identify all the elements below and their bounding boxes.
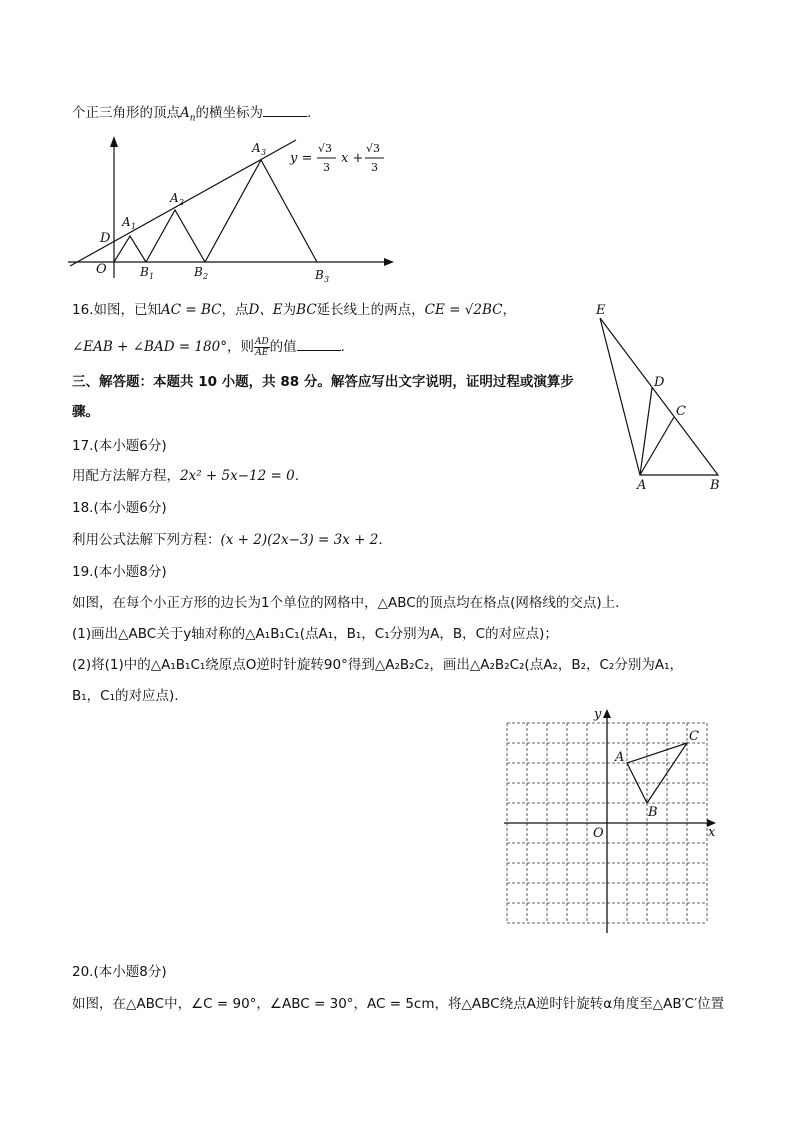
label-C: C <box>676 404 686 419</box>
q19-line-4: B₁，C₁的对应点). <box>72 688 179 704</box>
q19-head: 19.(本小题8分) <box>72 564 167 580</box>
segment-AD <box>640 388 652 475</box>
triangle-1 <box>114 236 146 262</box>
q19-line-1: 如图，在每个小正方形的边长为1个单位的网格中，△ABC的顶点均在格点(网格线的交点)上． <box>72 595 629 611</box>
segment-AC <box>640 417 674 475</box>
label-x: x <box>708 825 716 840</box>
label-A3: A <box>252 141 261 155</box>
figure-q15 <box>60 130 405 285</box>
q16-text: ，点 <box>221 302 249 318</box>
label-C: C <box>689 729 699 744</box>
answer-blank[interactable] <box>263 102 307 117</box>
q16-math: D、E <box>248 302 283 318</box>
q16-math: CE = √2BC <box>424 302 503 318</box>
label-O: O <box>593 826 604 841</box>
fraction-denominator: AE <box>255 347 269 358</box>
q17-body <box>72 466 299 486</box>
q15-end: . <box>307 105 312 121</box>
q15-tail-line <box>72 102 311 129</box>
section-3-heading-cont: 骤。 <box>72 404 99 420</box>
label-A1: A <box>122 215 131 229</box>
q16-end: . <box>340 339 345 355</box>
triangle-ABC <box>627 743 687 803</box>
q17-head: 17.(本小题6分) <box>72 438 167 454</box>
q16-text: 16.如图，已知 <box>72 302 161 318</box>
q16-math: AC = BC <box>160 302 222 318</box>
triangle-3 <box>205 160 317 262</box>
label-E: E <box>596 303 606 318</box>
fraction-numerator: AD <box>254 336 269 347</box>
label-B2: B <box>194 265 203 279</box>
label-A2-sub: 2 <box>179 198 185 207</box>
triangle-EAB <box>600 318 718 475</box>
eq-x: x + <box>341 151 364 166</box>
eq-sqrt3-a: √3 <box>318 142 333 155</box>
label-B2-sub: 2 <box>203 272 209 281</box>
q15-text-2: 的横坐标为 <box>195 105 264 121</box>
q18-body <box>72 530 383 550</box>
q18-head: 18.(本小题6分) <box>72 500 167 516</box>
label-B1: B <box>140 265 149 279</box>
eq-y: y = <box>290 151 313 166</box>
label-A1-sub: 1 <box>131 222 137 231</box>
label-B: B <box>648 805 658 820</box>
q17-end: . <box>294 468 299 484</box>
q18-end: . <box>378 532 383 548</box>
q16-text: ，则 <box>226 339 254 355</box>
eq-den-b: 3 <box>371 161 378 174</box>
q16-math: ∠EAB + ∠BAD = 180° <box>72 339 227 355</box>
label-y: y <box>594 707 602 722</box>
label-B1-sub: 1 <box>149 272 155 281</box>
label-D: D <box>100 231 111 246</box>
label-D: D <box>654 375 665 390</box>
label-A: A <box>615 750 625 765</box>
q20-line-1: 如图，在△ABC中，∠C = 90°，∠ABC = 30°，AC = 5cm，将△ABC绕点A逆时针旋转α角度至△AB′C′位置 <box>72 996 725 1012</box>
q19-line-2: (1)画出△ABC关于y轴对称的△A₁B₁C₁(点A₁，B₁，C₁分别为A，B，C的对应点)； <box>72 626 558 642</box>
q16-text: 的值 <box>269 339 297 355</box>
label-B3: B <box>315 268 324 282</box>
q16-text: 延长线上的两点， <box>316 302 425 318</box>
q16-line-1 <box>72 300 516 320</box>
y-axis-arrow <box>110 136 118 147</box>
q20-head: 20.(本小题8分) <box>72 964 167 980</box>
eq-den-a: 3 <box>323 161 330 174</box>
q19-line-3: (2)将(1)中的△A₁B₁C₁绕原点O逆时针旋转90°得到△A₂B₂C₂，画出△A₂B₂C₂(点A₂，B₂，C₂分别为A₁， <box>72 657 683 673</box>
q18-text: 利用公式法解下列方程： <box>72 532 221 548</box>
q18-equation: (x + 2)(2x−3) = 3x + 2 <box>220 532 379 548</box>
section-3-heading: 三、解答题：本题共 10 小题，共 88 分。解答应写出文字说明，证明过程或演算步 <box>72 374 574 390</box>
label-A: A <box>637 478 647 493</box>
q16-fraction <box>254 337 270 358</box>
q15-text: 个正三角形的顶点 <box>72 105 180 121</box>
q16-line-2 <box>72 336 345 358</box>
label-A3-sub: 3 <box>261 148 267 157</box>
label-B: B <box>710 478 720 493</box>
q16-text: 为 <box>282 302 297 318</box>
q16-math: BC <box>296 302 317 318</box>
q17-equation: 2x² + 5x−12 = 0 <box>180 468 295 484</box>
q17-text: 用配方法解方程， <box>72 468 180 484</box>
triangle-2 <box>146 210 205 262</box>
figure-q16 <box>588 300 738 495</box>
q15-var: A <box>180 105 190 121</box>
eq-sqrt3-b: √3 <box>366 142 381 155</box>
label-A2: A <box>170 191 179 205</box>
y-axis-arrow <box>603 709 611 718</box>
label-B3-sub: 3 <box>324 275 330 284</box>
x-axis-arrow <box>384 258 394 266</box>
label-O: O <box>96 262 107 277</box>
q16-text: ， <box>502 302 516 318</box>
figure-q19-grid <box>500 705 725 935</box>
answer-blank[interactable] <box>297 336 341 351</box>
q15-sub: n <box>189 113 196 124</box>
